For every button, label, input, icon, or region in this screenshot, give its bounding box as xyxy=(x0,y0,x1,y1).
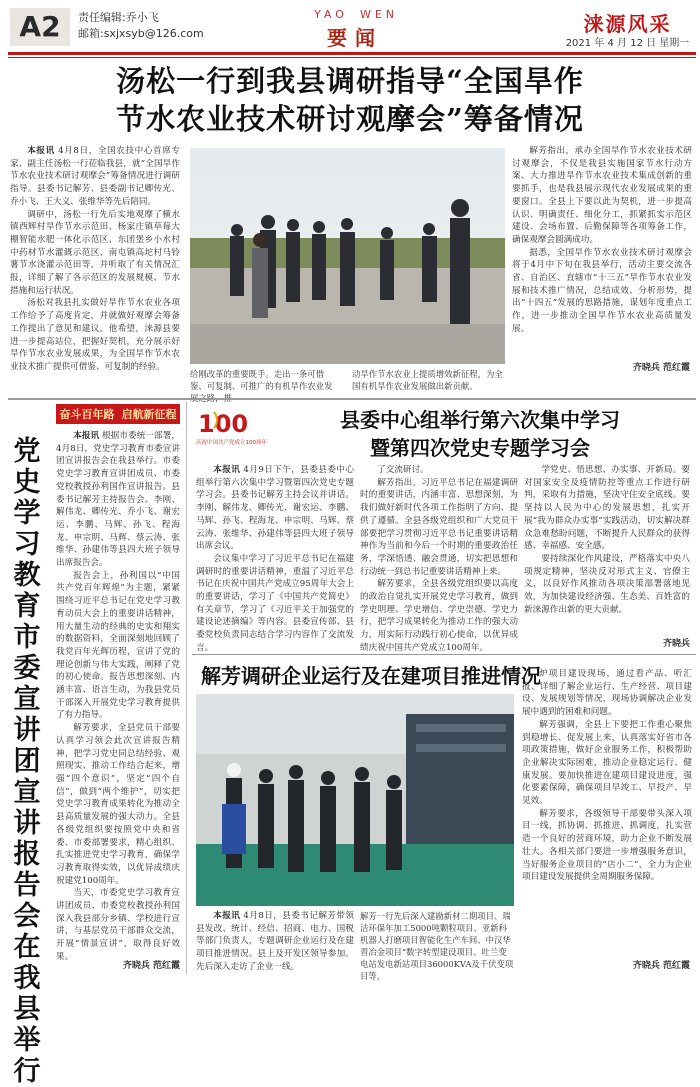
story3-paragraph xyxy=(360,477,518,579)
section-name: 要闻 xyxy=(327,26,383,50)
column-rule xyxy=(186,402,187,974)
story2-vertical-headline xyxy=(4,436,50,1087)
paragraph-text: 解芳指出，习近平总书记在福建调研时的重要讲话，内涵丰富、思想深刻，为我们做好新时代各项工作指明了方向、提供了遵循。全县各级党组织和广大党员干部要把学习贯彻习近平总书记重要讲话精神作为当前和今后一个时期的重要政治任务，学深悟透、融会贯通，切实把思想和行动统一到总书记重要讲话精神上来。 xyxy=(360,477,518,577)
banner-right-text: 启航新征程 xyxy=(121,408,177,421)
story2-headline-char: 县 xyxy=(13,994,41,1025)
story3-paragraph xyxy=(524,464,690,553)
paragraph-text: 4月9日下午，县委县委中心组举行第六次集中学习暨第四次党史专题学习会。县委书记解芳主持会议并讲话。李刚、解伟龙、卿传光、谢宏运、李鹏、马辉、孙飞、程海龙、申宗明、马辉、蔡云涛、张维华、孙建伟等县四大班子领导出席会议。 xyxy=(196,465,354,552)
dateline: 本报讯 xyxy=(213,911,241,921)
story1-paragraph xyxy=(10,297,180,373)
story2-headline-char: 行 xyxy=(13,1056,41,1087)
masthead-rule-thin xyxy=(8,57,696,58)
masthead-rule xyxy=(8,52,696,55)
story1-paragraph xyxy=(512,145,692,247)
paragraph-text: 学党史、悟思想、办实事、开新局。要对国家安全及疫情防控等重点工作进行研判，采取有力措施，坚决守住安全底线。要坚持以人民为中心的发展思想，扎实开展“我为群众办实事”实践活动，切实解决群众急难愁盼问题，不断提升人民群众的获得感、幸福感、安全感。 xyxy=(524,465,690,552)
story2-headline-char: 报 xyxy=(13,839,41,870)
story1-paragraph xyxy=(512,247,692,336)
paragraph-text: 了交流研讨。 xyxy=(377,465,429,475)
story2-headline-char: 宣 xyxy=(13,777,41,808)
story4-right-column xyxy=(522,668,692,954)
story3-headline-line2: 暨第四次党史专题学习会 xyxy=(370,436,590,460)
story2-column xyxy=(56,430,180,962)
story2-headline-char: 告 xyxy=(13,870,41,901)
story2-paragraph xyxy=(56,570,180,722)
story1-right-column xyxy=(512,145,692,353)
story2-headline-char: 党 xyxy=(13,436,41,467)
story1-photo xyxy=(190,148,505,364)
paragraph-text: 解芳要求，各级领导干部要带头深入项目一线，抓协调、抓推进、抓调度，扎实营造一个良好的营商环境，助力企业不断发展壮大。各相关部门要进一步增强服务意识，当好服务企业项目的“店小二”，全力为企业项目建设发展提供全周期服务保障。 xyxy=(522,808,692,883)
paragraph-text: 要持续深化作风建设，严格落实中央八项规定精神，坚决反对形式主义、官僚主义，以良好作风推动各项决策部署落地见效，为加快建设经济强、生态美、百姓富的新涞源作出新的更大贡献。 xyxy=(524,553,690,615)
issue-date: 2021 年 4 月 12 日 星期一 xyxy=(565,38,690,49)
paragraph-text: 解芳指出，承办全国旱作节水农业技术研讨观摩会，不仅是我县实施国家节水行动方案、大力推进旱作节水农业技术集成创新的重要抓手，也是我县展示现代农业发展成果的重要窗口。全县上下要以此为契机，进一步提高认识、明确责任、细化分工，抓紧抓实示范区建设、会场布置、后勤保障等各项筹备工作，确保观摩会圆满成功。 xyxy=(512,146,692,245)
story4-headline: 解芳调研企业运行及在建项目推进情况 xyxy=(201,664,541,688)
party-history-banner xyxy=(56,404,180,424)
story4-photo xyxy=(196,694,514,906)
section-latin-1: YAO xyxy=(314,8,348,21)
story1-left-column xyxy=(10,145,180,390)
story2-paragraph xyxy=(56,887,180,963)
story1-headline-line1: 汤松一行到我县调研指导“全国旱作 xyxy=(116,64,584,98)
story2-headline-char: 会 xyxy=(13,901,41,932)
paragraph-text: 报告会上，孙利国以“中国共产党百年辉煌”为主题，紧紧围绕习近平总书记在党史学习教育动员大会上的重要讲话精神，用大量生动的经典的史实和翔实的数据资料，全面深刻地回顾了我党百年光辉历程，宣讲了党的理论创新与伟大实践，阐释了党的初心使命。报告思想深刻、内涵丰富、语言生动，为我县党员干部深入开展党史学习教育提供了有力指导。 xyxy=(56,570,180,721)
story2-headline-char: 讲 xyxy=(13,808,41,839)
section-divider xyxy=(8,398,696,400)
story2-paragraph xyxy=(56,722,180,887)
paragraph-text: 会议集中学习了习近平总书记在福建调研时的重要讲话精神，重温了习近平总书记在庆祝中国共产党成立95周年大会上的重要讲话，学习了《中国共产党简史》有关章节，学习了《习近平关于加强党的建设论述摘编》等内容。县委宣传部、县委党校负责同志结合学习内容作了交流发言。 xyxy=(196,553,354,653)
story2-headline-char: 史 xyxy=(13,467,41,498)
banner-left-text: 奋斗百年路 xyxy=(59,408,115,421)
story2-headline-char: 团 xyxy=(13,746,41,777)
story3-column-2 xyxy=(360,464,518,653)
section-divider xyxy=(192,654,696,655)
svg-text:100: 100 xyxy=(198,410,249,438)
story2-headline-char: 宣 xyxy=(13,684,41,715)
paragraph-text: 解芳要求，全县各级党组织要以高度的政治自觉扎实开展党史学习教育，做到学史明理、学史增信、学史崇德、学史力行，把学习成果转化为推动工作的强大动力，用实际行动践行初心使命，以优异成绩庆祝中国共产党成立100周年。 xyxy=(360,579,518,653)
story1-caption-right: 动旱作节水农业上提质增效新征程，为全国有机旱作农业发展做出新贡献。 xyxy=(352,369,503,391)
paragraph-text: 汤松对我县扎实做好旱作节水农业各项工作给予了高度肯定，并就做好观摩会筹备工作提出了意见和建议。他希望，涞源县要进一步提高站位，把握好契机，充分展示好旱作节水农业发展成果，为全国旱作节水农业技术推广提供可借鉴、可复制的经验。 xyxy=(10,298,180,372)
story4-paragraph xyxy=(522,719,692,808)
story2-headline-char: 在 xyxy=(13,932,41,963)
story2-paragraph xyxy=(56,430,180,570)
story3-paragraph xyxy=(524,553,690,617)
dateline: 本报讯 xyxy=(213,465,241,475)
editor-info xyxy=(78,10,204,42)
paragraph-text: 解芳强调，全县上下要把工作重心聚焦到稳增长、促发展上来，认真落实好省市各项政策措施，做好企业服务工作，积极帮助企业解决实际困难，推动企业稳定运行、健康发展。要加快推进在建项目建设进度，强化要素保障，确保项目早竣工、早投产、早见效。 xyxy=(522,719,692,807)
paragraph-text: 根据市委统一部署，4月8日，党史学习教育市委宣讲团宣讲报告会在我县举行。市委党史学习教育宣讲团成员、市委党校教授孙利国作宣讲报告。县委书记解芳主持报告会。李刚、解伟龙、卿传光、乔小飞、谢宏运、李鹏、马辉、孙飞、程海龙、申宗明、马辉、蔡云涛、张维华、孙建伟等县四大班子领导出席报告会。 xyxy=(56,431,180,569)
story2-headline-char: 习 xyxy=(13,529,41,560)
story3-paragraph xyxy=(196,464,354,553)
story2-headline-char: 我 xyxy=(13,963,41,994)
story4-caption-right: 解芳一行先后深入建勘新材二期项目、瑞洁环保年加工5000吨颗粒项目、亚新科机器人打磨项目智能化生产车间、中汉华晋冶金项目“数字转型建设项目、吐兰变电站发电新站项目36000KVA及千伏变项目等， xyxy=(360,911,514,981)
section-latin xyxy=(300,8,410,21)
paragraph-text: 据悉，全国旱作节水农业技术研讨观摩会将于4月中下旬在我县举行，活动主要交流各省、自治区、直辖市“十三五”旱作节水农业发展和技术推广情况，总结成效、分析形势，提出“十四五”发展的思路措施，谋划年度重点工作，进一步推动全国旱作节水农业高质量发展。 xyxy=(512,247,692,334)
story1-headline-line2: 节水农业技术研讨观摩会”筹备情况 xyxy=(116,102,584,136)
story4-byline: 齐晓兵 范红霞 xyxy=(632,961,690,971)
section-latin-2: WEN xyxy=(359,8,399,21)
story4-caption-left xyxy=(196,910,354,970)
editor-name: 责任编辑:乔小飞 xyxy=(78,11,159,24)
story2-headline-char: 学 xyxy=(13,498,41,529)
story4-paragraph xyxy=(196,910,354,974)
story3-paragraph xyxy=(360,464,518,477)
story1-paragraph xyxy=(10,145,180,209)
paragraph-text: 当天，市委党史学习教育宣讲团成员、市委党校教授孙利国深入我县部分乡镇、学校进行宣讲，与基层党员干部群众交流，开展“情景宣讲”，取得良好效果。 xyxy=(56,888,180,962)
story2-byline: 齐晓兵 范红霞 xyxy=(122,961,180,971)
editor-email: 邮箱:sxjxsyb@126.com xyxy=(78,27,204,40)
story3-headline-line1: 县委中心组举行第六次集中学习 xyxy=(340,408,620,432)
story2-headline-char: 市 xyxy=(13,622,41,653)
dateline: 本报讯 xyxy=(73,431,100,441)
story2-headline-char: 委 xyxy=(13,653,41,684)
paragraph-text: 解芳要求，全县党员干部要认真学习领会此次宣讲报告精神，把学习党史同总结经验、观照现实、推动工作结合起来，增强“四个意识”，坚定“四个自信”，做到“两个维护”，切实把党史学习教育成果转化为推动全县高质量发展的强大动力。全县各级党组织要按照党中央和省委、市委部署要求，精心组织、扎实推进党史学习教育，确保学习教育取得实效，以优异成绩庆祝建党100周年。 xyxy=(56,723,180,886)
page-number: A2 xyxy=(10,8,70,46)
paragraph-text: 4月8日，县委书记解芳带领县发改、统计、经信、招商、电力、国税等部门负责人，专题调研企业运行及在建项目推进情况。县上及开发区领导参加。先后深入走访了企业一线。 xyxy=(196,911,354,972)
story1-caption-left: 给刚改革的重要既手。走出一条可借鉴、可复制、可推广的有机旱作农业发 xyxy=(190,369,333,391)
story4-paragraph xyxy=(522,808,692,884)
newspaper-name: 涞源风采 xyxy=(583,12,672,36)
story1-paragraph xyxy=(10,209,180,298)
story3-column-1 xyxy=(196,464,354,653)
story4-paragraph xyxy=(522,668,692,719)
dateline: 本报讯 xyxy=(27,146,55,156)
story2-headline-char: 举 xyxy=(13,1025,41,1056)
centenary-logo xyxy=(196,406,256,440)
paragraph-text: 调研中，汤松一行先后实地观摩了横水镇西辉村旱作节水示范田、杨家庄镇草莓大棚智能水肥一体化示范区、东团堡乡小水村中药材节水灌溉示范区、南屯镇高坨村马铃薯节水浇灌示范田等，并听取了有关情况汇报，详细了解了各示范区的发展规模、节水措施和运行状况。 xyxy=(10,209,180,296)
paragraph-text: 4月8日，全国农技中心首席专家、副主任汤松一行莅临我县，就“全国旱作节水农业技术研讨观摩会”筹备情况进行调研指导。县委书记解芳、县委副书记卿传光、乔小飞、王大义、张维华等先后陪同。 xyxy=(10,146,181,207)
story1-byline: 齐晓兵 范红霞 xyxy=(632,363,690,373)
story2-headline-char: 育 xyxy=(13,591,41,622)
story2-headline-char: 讲 xyxy=(13,715,41,746)
story3-column-3 xyxy=(524,464,690,630)
story2-headline-char: 教 xyxy=(13,560,41,591)
story3-paragraph xyxy=(360,578,518,654)
paragraph-text: 炉项目建设现场，通过看产品、听汇报、详细了解企业运行、生产经营、项目建设、发展规划等情况，现场协调解决企业发展中遇到的困难和问题。 xyxy=(522,669,692,718)
story3-byline: 齐晓兵 xyxy=(662,639,690,649)
story3-paragraph xyxy=(196,553,354,655)
centenary-logo-caption: 庆祝中国共产党成立100周年 xyxy=(196,440,267,446)
